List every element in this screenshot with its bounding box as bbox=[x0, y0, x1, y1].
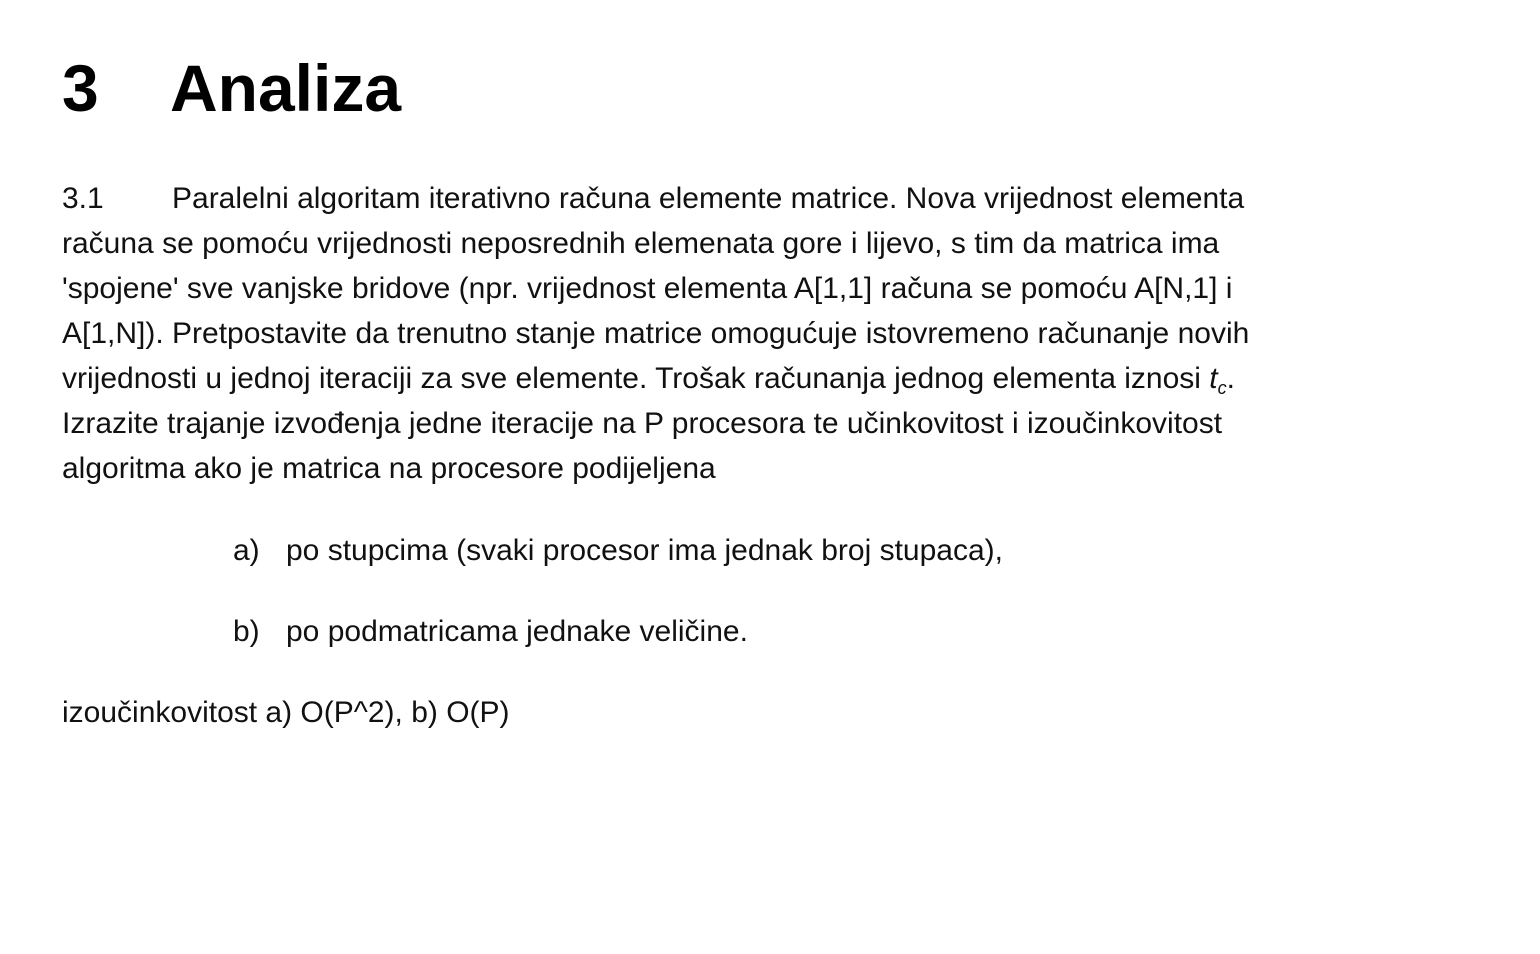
problem-number: 3.1 bbox=[62, 182, 104, 215]
answer-note: izoučinkovitost a) O(P^2), b) O(P) bbox=[62, 696, 510, 729]
section-title: Analiza bbox=[170, 51, 402, 125]
paragraph-line: vrijednosti u jednoj iteraciji za sve elemente. Trošak računanja jednog elementa iznosi $t_c$. bbox=[62, 362, 1235, 398]
list-item-text: po podmatricama jednake veličine. bbox=[286, 615, 748, 648]
list-item-text: po stupcima (svaki procesor ima jednak broj stupaca), bbox=[286, 534, 1003, 567]
cost-symbol: $t_c$ bbox=[1209, 362, 1227, 398]
cost-subscript: c bbox=[1217, 378, 1227, 398]
list-marker: a) bbox=[233, 534, 260, 567]
list-item-a bbox=[233, 528, 1003, 573]
list-item-b bbox=[233, 609, 748, 654]
paragraph-line: algoritma ako je matrica na procesore podijeljena bbox=[62, 452, 716, 485]
section-number: 3 bbox=[62, 51, 99, 125]
paragraph-line: A[1,N]). Pretpostavite da trenutno stanje matrice omogućuje istovremeno računanje novih bbox=[62, 317, 1250, 350]
paragraph-line: računa se pomoću vrijednosti neposrednih elemenata gore i lijevo, s tim da matrica ima bbox=[62, 227, 1220, 260]
paragraph-line: Izrazite trajanje izvođenja jedne iteracije na P procesora te učinkovitost i izoučinkovitost bbox=[62, 407, 1223, 440]
section-heading bbox=[62, 48, 401, 128]
paragraph-line: 'spojene' sve vanjske bridove (npr. vrijednost elementa A[1,1] računa se pomoću A[N,1] i bbox=[62, 272, 1233, 305]
paragraph-line: 3.1 Paralelni algoritam iterativno računa elemente matrice. Nova vrijednost elementa bbox=[62, 176, 1392, 221]
problem-paragraph bbox=[62, 176, 1392, 491]
list-marker: b) bbox=[233, 615, 260, 648]
